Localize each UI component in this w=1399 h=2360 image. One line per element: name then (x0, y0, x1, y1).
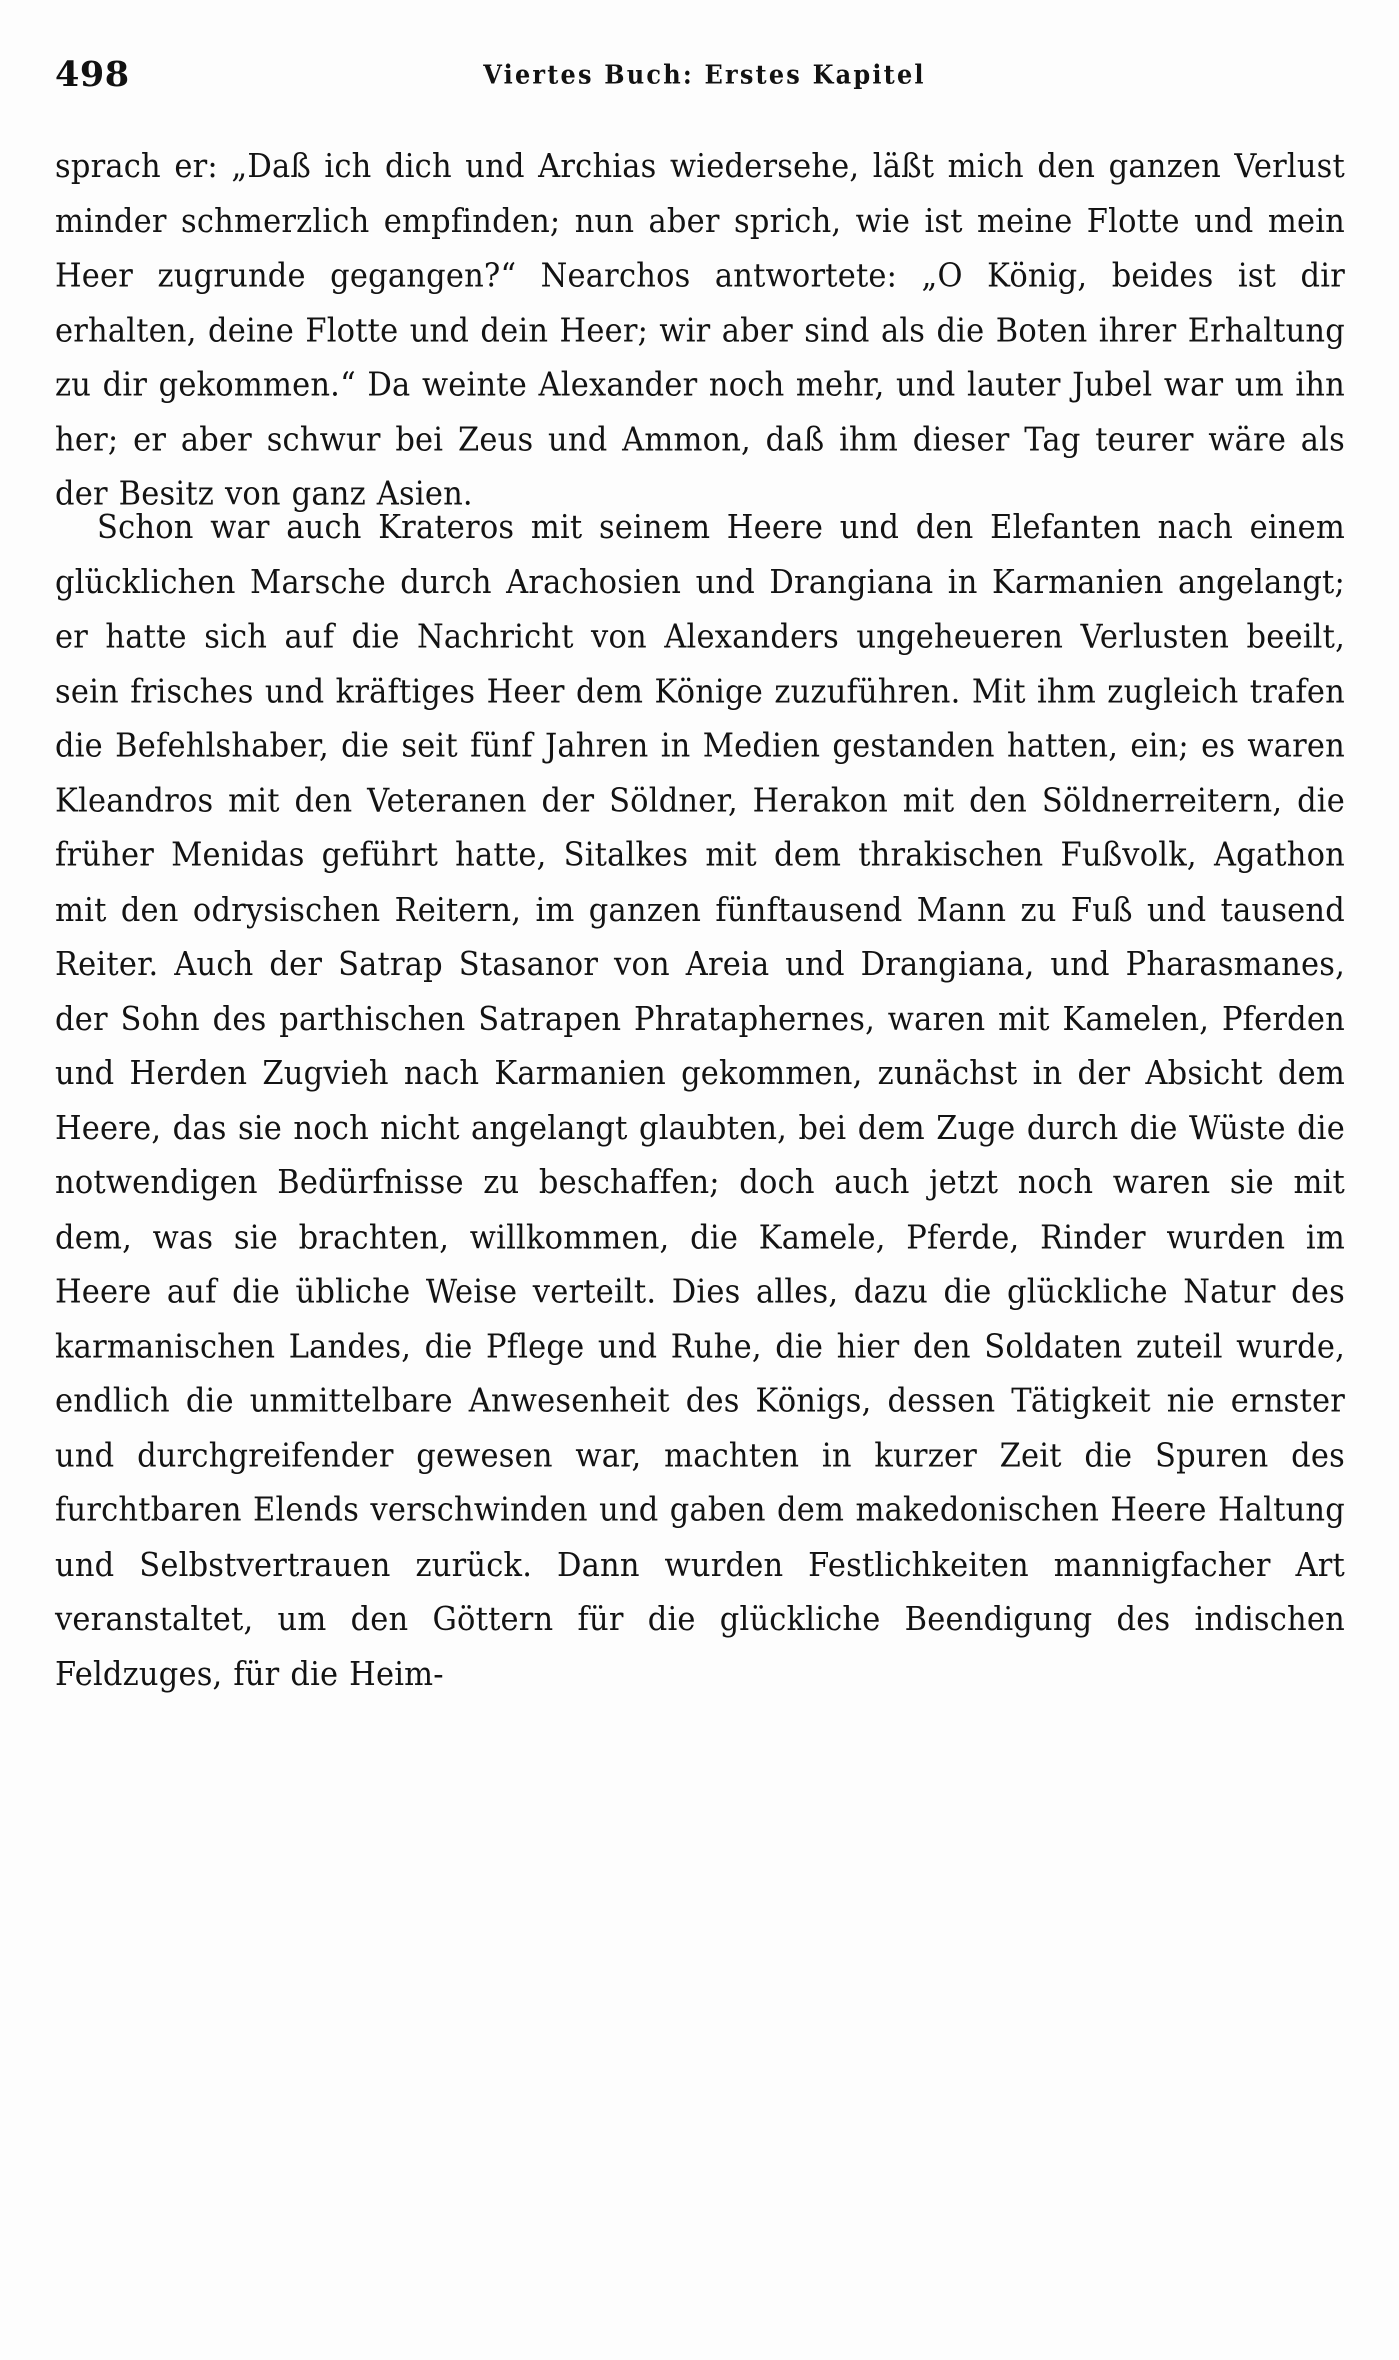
running-head (0, 59, 1399, 90)
page-number: 498 (55, 54, 130, 95)
page-header (0, 48, 1399, 98)
running-head-text: Viertes Buch: Erstes Kapitel (483, 58, 926, 91)
text-block (55, 140, 1345, 1693)
paragraph-2: Schon war auch Krateros mit seinem Heere und den Elefanten nach einem glücklichen Marsche durch Arachosien und Drangiana in Karmanien angelangt; er hatte sich auf die Nachricht von Alexanders ungeheueren Verlusten beeilt, sein frisches und kräftiges Heer dem Könige zuzuführen. Mit ihm zugleich trafen die Befehlshaber, die seit fünf Jahren in Medien gestanden hatten, ein; es waren Kleandros mit den Veteranen der Söldner, Herakon mit den Söldnerreitern, die früher Menidas geführt hatte, Sitalkes mit dem thrakischen Fußvolk, Agathon mit den odrysischen Reitern, im ganzen fünftausend Mann zu Fuß und tausend Reiter. Auch der Satrap Stasanor von Areia und Drangiana, und Pharasmanes, der Sohn des parthischen Satrapen Phrataphernes, waren mit Kamelen, Pferden und Herden Zugvieh nach Karmanien gekommen, zunächst in der Absicht dem Heere, das sie noch nicht angelangt glaubten, bei dem Zuge durch die Wüste die notwendigen Bedürfnisse zu beschaffen; doch auch jetzt noch waren sie mit dem, was sie brachten, willkommen, die Kamele, Pferde, Rinder wurden im Heere auf die übliche Weise verteilt. Dies alles, dazu die glückliche Natur des karmanischen Landes, die Pflege und Ruhe, die hier den Soldaten zuteil wurde, endlich die unmittelbare Anwesenheit des Königs, dessen Tätigkeit nie ernster und durchgreifender gewesen war, machten in kurzer Zeit die Spuren des furchtbaren Elends verschwinden und gaben dem makedonischen Heere Haltung und Selbstvertrauen zurück. Dann wurden Festlichkeiten mannigfacher Art veranstaltet, um den Göttern für die glückliche Beendigung des indischen Feldzuges, für die Heim- (55, 508, 1345, 1693)
paragraph-1: sprach er: „Daß ich dich und Archias wiedersehe, läßt mich den ganzen Verlust minder schmerzlich empfinden; nun aber sprich, wie ist meine Flotte und mein Heer zugrunde gegangen?“ Nearchos antwortete: „O König, beides ist dir erhalten, deine Flotte und dein Heer; wir aber sind als die Boten ihrer Erhaltung zu dir gekommen.“ Da weinte Alexander noch mehr, und lauter Jubel war um ihn her; er aber schwur bei Zeus und Ammon, daß ihm dieser Tag teurer wäre als der Besitz von ganz Asien. (55, 148, 1345, 514)
